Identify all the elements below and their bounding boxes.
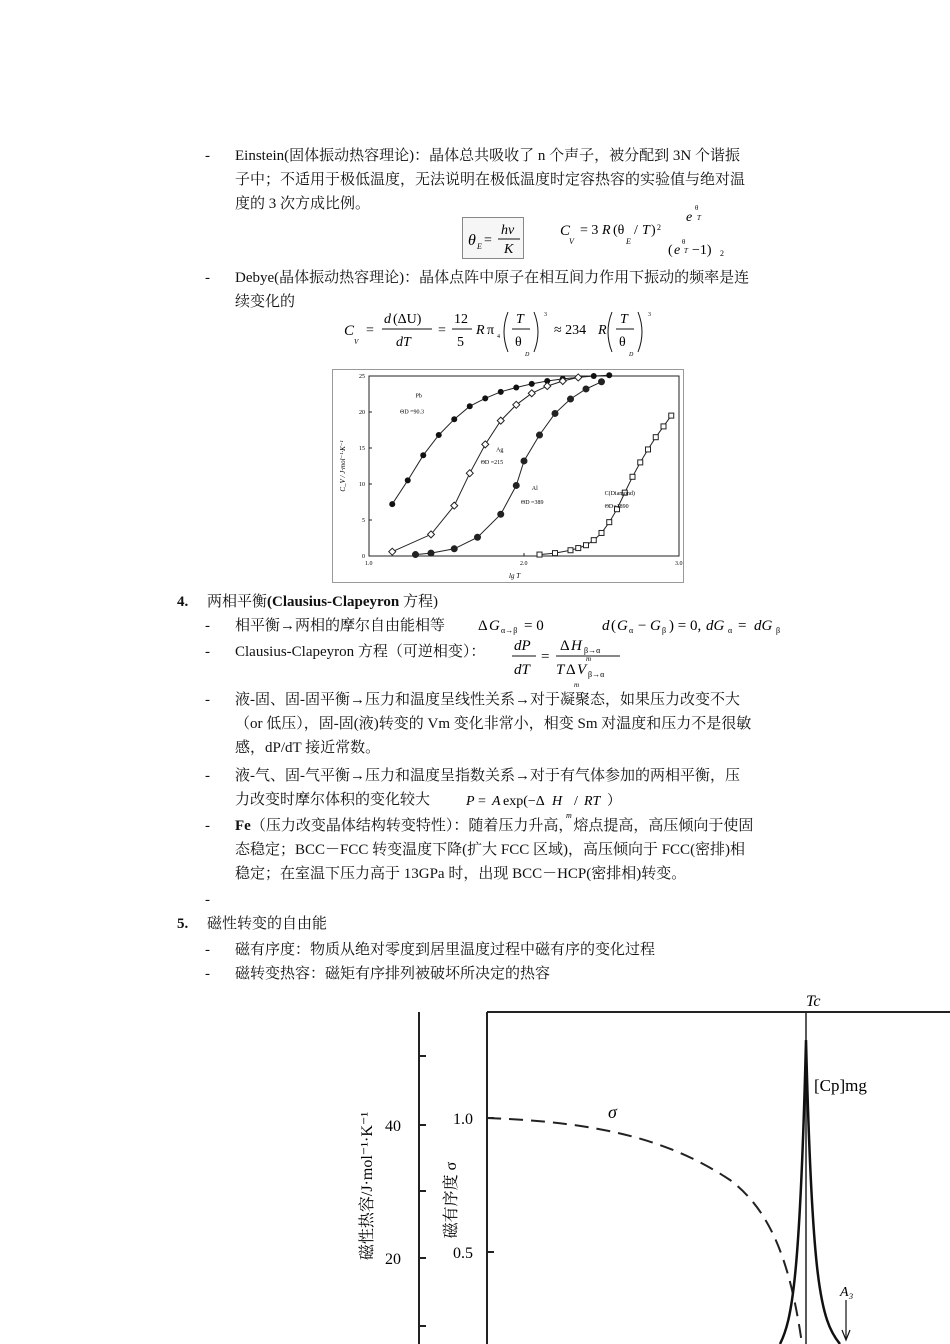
data-point: [513, 385, 519, 391]
debye-line-1: Debye(晶体振动热容理论)：晶体点阵中原子在相互间力作用下振动的频率是连: [235, 270, 750, 286]
svg-text:2: 2: [720, 249, 724, 258]
svg-text:R: R: [598, 323, 607, 338]
y-tick-label: 15: [359, 446, 365, 452]
y-axis-label: 磁性热容/J·mol⁻¹·K⁻¹: [359, 1111, 376, 1261]
clausius-clapeyron-formula: [508, 634, 638, 690]
svg-text:G: G: [650, 618, 661, 634]
iron-text: （压力改变晶体结构转变特性）：随着压力升高，熔点提高，高压倾向于使固: [250, 818, 754, 834]
bullet-dash: -: [205, 966, 210, 982]
data-point: [475, 534, 481, 540]
svg-text:θ: θ: [695, 204, 699, 212]
phase-eq-item-4-line-1: 液-气、固-气平衡→压力和温度呈指数关系→对于有气体参加的两相平衡，压: [235, 768, 740, 784]
bullet-dash: -: [205, 618, 210, 634]
series-curve: [416, 382, 602, 555]
svg-text:4: 4: [497, 334, 500, 340]
svg-text:C: C: [344, 323, 355, 339]
y2-axis-label: 磁有序度 σ: [443, 1161, 460, 1239]
data-point: [568, 396, 574, 402]
svg-text:(: (: [668, 243, 673, 258]
section-title-tail: 方程): [399, 594, 439, 610]
debye-temperature-label: ΘD=1890: [604, 503, 629, 510]
debye-temperature-label: ΘD =90.3: [400, 409, 425, 416]
svg-text:T: T: [620, 312, 628, 327]
y-axis-label: C_V / J·mol⁻¹·K⁻¹: [339, 440, 347, 492]
einstein-line-2: 子中；不适用于极低温度，无法说明在极低温度时定容热容的实验值与绝对温: [235, 172, 746, 188]
bullet-dash: -: [205, 270, 210, 286]
data-point: [389, 501, 395, 507]
svg-text:e: e: [686, 210, 693, 225]
data-point: [599, 530, 604, 535]
magnetic-item-1: 磁有序度：物质从绝对零度到居里温度过程中磁有序的变化过程: [235, 942, 656, 958]
bullet-dash: -: [205, 942, 210, 958]
data-point: [529, 381, 535, 387]
svg-text:T: T: [697, 214, 701, 222]
svg-text:T: T: [642, 223, 650, 238]
svg-text:m: m: [586, 655, 592, 663]
svg-text:dG: dG: [706, 618, 725, 634]
einstein-temperature-formula: [462, 217, 524, 259]
phase-eq-item-5-line-2: 态稳定；BCC－FCC 转变温度下降(扩大 FCC 区域)，高压倾向于 FCC(密排)相: [235, 842, 746, 858]
svg-text:=: =: [438, 323, 446, 338]
svg-text:R: R: [476, 323, 485, 338]
svg-text:−: −: [638, 618, 647, 634]
svg-text:Δ: Δ: [566, 662, 576, 678]
svg-text:β: β: [662, 626, 667, 635]
y2-tick-label: 0.5: [453, 1245, 473, 1262]
svg-text:α→β: α→β: [501, 626, 518, 635]
svg-text:）: ）: [607, 794, 621, 809]
x-tick-label: 1.0: [365, 561, 373, 567]
svg-text:A: A: [492, 794, 501, 809]
data-point: [428, 550, 434, 556]
phase-eq-item-4-line-2: 力改变时摩尔体积的变化较大: [235, 792, 431, 808]
magnetic-item-2: 磁转变热容：磁矩有序排列被破坏所决定的热容: [235, 966, 551, 982]
svg-text:(: (: [611, 618, 616, 634]
data-point: [451, 416, 457, 422]
data-point: [467, 403, 473, 409]
series-label: Pb: [415, 393, 422, 400]
einstein-heat-capacity-formula: [556, 204, 726, 264]
svg-text:dG: dG: [754, 618, 773, 634]
data-point: [591, 373, 597, 379]
bullet-dash: -: [205, 768, 210, 784]
svg-text:5: 5: [457, 335, 464, 350]
einstein-line-3: 度的 3 次方成比例。: [235, 196, 371, 212]
magnetic-figure: [340, 990, 950, 1344]
data-point: [661, 424, 666, 429]
data-point: [568, 548, 573, 553]
data-point: [413, 552, 419, 558]
data-point: [638, 460, 643, 465]
series-label: C(Diamond): [604, 490, 635, 497]
svg-text:R: R: [602, 223, 611, 238]
svg-text:dP: dP: [514, 638, 531, 654]
svg-text:12: 12: [454, 312, 468, 327]
svg-text:=: =: [478, 794, 486, 809]
data-point: [436, 432, 442, 438]
data-point: [630, 474, 635, 479]
svg-text:E: E: [477, 242, 482, 251]
bullet-dash: -: [205, 892, 210, 908]
magnetic-chart: [340, 990, 950, 1344]
svg-text:m: m: [574, 681, 580, 689]
svg-text:3: 3: [648, 312, 651, 318]
svg-text:d: d: [602, 618, 610, 634]
svg-text:/: /: [634, 223, 638, 238]
svg-text:2: 2: [657, 223, 661, 232]
svg-text:D: D: [629, 352, 634, 358]
series-label: Al: [531, 485, 538, 492]
section-title: 磁性转变的自由能: [207, 916, 328, 932]
debye-line-2: 续变化的: [235, 294, 296, 310]
svg-text:G: G: [489, 618, 500, 634]
x-axis-label: lg T: [509, 572, 521, 580]
svg-text:β→α: β→α: [584, 646, 601, 655]
svg-text:RT: RT: [584, 794, 601, 809]
data-point: [498, 511, 504, 517]
data-point: [528, 390, 535, 397]
phase-eq-item-5-line-3: 稳定；在室温下压力高于 13GPa 时，出现 BCC－HCP(密排相)转变。: [235, 866, 687, 882]
heat-capacity-chart: [333, 370, 683, 582]
series-curve: [540, 416, 672, 555]
data-point: [591, 538, 596, 543]
phase-eq-item-3-line-1: 液-固、固-固平衡→压力和温度呈线性关系→对于凝聚态，如果压力改变不大: [235, 692, 740, 708]
y-tick-label: 5: [362, 518, 365, 524]
svg-text:T: T: [556, 662, 565, 678]
svg-text:V: V: [577, 662, 587, 678]
data-point: [552, 410, 558, 416]
debye-temperature-label: ΘD =389: [520, 500, 544, 507]
data-point: [607, 520, 612, 525]
svg-text:β→α: β→α: [588, 670, 605, 679]
svg-text:E: E: [626, 237, 631, 246]
data-point: [537, 432, 543, 438]
data-point: [606, 372, 612, 378]
svg-text:D: D: [525, 352, 530, 358]
svg-text:dT: dT: [514, 662, 530, 678]
bullet-dash: -: [205, 644, 210, 660]
einstein-line-1: Einstein(固体振动热容理论)：晶体总共吸收了 n 个声子，被分配到 3N 个谐振: [235, 148, 740, 164]
x-tick-label: 2.0: [520, 561, 528, 567]
bullet-dash: -: [205, 148, 210, 164]
debye-heat-capacity-formula: [340, 308, 660, 362]
series-label: Ag: [496, 447, 504, 454]
debye-temperature-label: ΘD =215: [480, 459, 504, 466]
svg-text:T: T: [516, 312, 524, 327]
data-point: [576, 546, 581, 551]
svg-text:=: =: [366, 323, 374, 338]
data-point: [513, 482, 519, 488]
data-point: [583, 386, 589, 392]
phase-eq-item-3-line-2: （or 低压），固-固(液)转变的 Vm 变化非常小，相变 Sm 对温度和压力不是很敏: [235, 716, 752, 732]
svg-text:G: G: [617, 618, 628, 634]
svg-text:) = 0,: ) = 0,: [669, 618, 702, 634]
svg-text:θ: θ: [619, 335, 626, 350]
svg-text:θ: θ: [682, 238, 686, 246]
svg-text:H: H: [552, 794, 563, 809]
data-point: [646, 447, 651, 452]
svg-text:θ: θ: [468, 232, 476, 249]
y-tick-label: 10: [359, 482, 365, 488]
svg-text:exp(−Δ: exp(−Δ: [503, 794, 545, 809]
svg-text:π: π: [487, 323, 495, 338]
heat-capacity-figure: [332, 369, 684, 583]
svg-text:θ: θ: [515, 335, 522, 350]
svg-text:V: V: [354, 338, 359, 346]
svg-text:=: =: [484, 233, 492, 248]
svg-text:α: α: [629, 626, 634, 635]
y-tick-label: 20: [385, 1251, 401, 1268]
svg-text:T: T: [684, 247, 688, 255]
data-point: [653, 435, 658, 440]
sigma-label: σ: [608, 1102, 617, 1122]
svg-text:Δ: Δ: [560, 638, 570, 654]
svg-text:=: =: [541, 649, 550, 665]
section-number: 4.: [177, 594, 189, 610]
data-point: [584, 543, 589, 548]
y-tick-label: 0: [362, 554, 365, 560]
a3-label: A₃: [840, 1285, 854, 1300]
data-point: [482, 441, 489, 448]
svg-text:= 3: = 3: [580, 223, 599, 238]
data-point: [575, 374, 582, 381]
sigma-curve: [487, 1118, 802, 1344]
data-point: [599, 379, 605, 385]
svg-text:dT: dT: [396, 335, 411, 350]
svg-text:V: V: [569, 237, 574, 246]
y-tick-label: 25: [359, 374, 365, 380]
svg-text:= 0: = 0: [524, 618, 544, 634]
svg-text:α: α: [728, 626, 733, 635]
plot-area: [369, 376, 679, 556]
y-tick-label: 20: [359, 410, 365, 416]
svg-text:e: e: [674, 243, 681, 258]
phase-eq-item-2: Clausius-Clapeyron 方程（可逆相变）：: [235, 644, 486, 660]
svg-text:H: H: [571, 638, 582, 654]
iron-label: Fe: [235, 818, 251, 834]
svg-text:(ΔU): (ΔU): [393, 312, 422, 327]
svg-text:hν: hν: [501, 223, 515, 238]
data-point: [420, 452, 426, 458]
svg-text:): ): [651, 223, 656, 238]
bullet-dash: -: [205, 818, 210, 834]
data-point: [521, 458, 527, 464]
svg-text:≈ 234: ≈ 234: [554, 323, 587, 338]
cp-mg-label: [Cp]mg: [814, 1076, 867, 1095]
svg-text:(θ: (θ: [613, 223, 625, 238]
svg-text:m: m: [566, 811, 572, 820]
svg-text:P: P: [466, 794, 475, 809]
y2-tick-label: 1.0: [453, 1111, 473, 1128]
phase-eq-item-3-line-3: 感，dP/dT 接近常数。: [235, 740, 381, 756]
bullet-dash: -: [205, 692, 210, 708]
data-point: [466, 470, 473, 477]
data-point: [553, 551, 558, 556]
data-point: [669, 413, 674, 418]
section-number: 5.: [177, 916, 189, 932]
phase-eq-item-1: 相平衡→两相的摩尔自由能相等: [235, 618, 446, 634]
section-title: [207, 592, 438, 612]
svg-text:K: K: [504, 242, 514, 257]
y-tick-label: 40: [385, 1118, 401, 1135]
data-point: [451, 546, 457, 552]
data-point: [405, 477, 411, 483]
data-point: [537, 552, 542, 557]
section-title-bold: (Clausius-Clapeyron: [267, 594, 400, 610]
svg-text:−1): −1): [692, 243, 712, 258]
data-point: [498, 389, 504, 395]
svg-text:3: 3: [544, 312, 547, 318]
svg-text:C: C: [560, 223, 571, 239]
data-point: [389, 548, 396, 555]
svg-text:d: d: [384, 312, 391, 327]
x-tick-label: 3.0: [675, 561, 683, 567]
svg-text:Δ: Δ: [478, 618, 488, 634]
data-point: [544, 383, 551, 390]
svg-text:/: /: [574, 794, 578, 809]
phase-eq-item-5-line-1: [235, 816, 753, 836]
data-point: [482, 395, 488, 401]
svg-text:=: =: [738, 618, 747, 634]
section-title-cn: 两相平衡: [207, 594, 268, 610]
svg-text:β: β: [776, 626, 781, 635]
tc-label: Tc: [806, 993, 821, 1010]
